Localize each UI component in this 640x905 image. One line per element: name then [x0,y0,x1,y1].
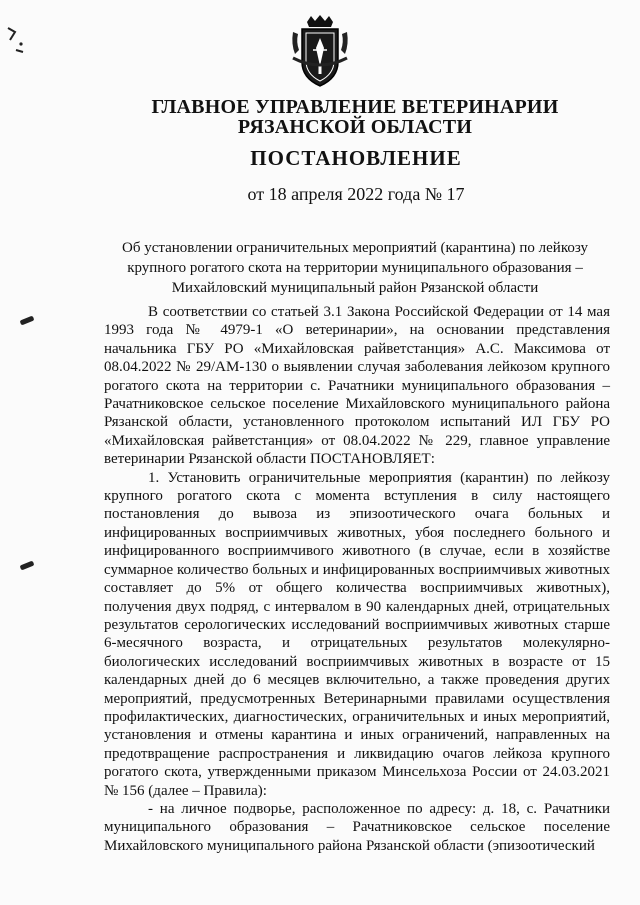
organization-name-line1: ГЛАВНОЕ УПРАВЛЕНИЕ ВЕТЕРИНАРИИ [151,96,559,118]
hole-punch-mark-2 [20,561,35,571]
item-1-dash-paragraph: - на личное подворье, расположенное по адресу: д. 18, с. Рачатники муниципального образования – Рачатниковское сельское поселение Михайловского муниципального района Рязанской области (эпизоотический [104,800,610,854]
hole-punch-mark-1 [20,316,35,326]
document-type-title: ПОСТАНОВЛЕНИЕ [250,146,462,170]
preamble-paragraph: В соответствии со статьей 3.1 Закона Российской Федерации от 14 мая 1993 года № 4979-1 «О ветеринарии», на основании представления начальника ГБУ РО «Михайловская райветстанция» А.С. Максимова от 08.04.2022 № 29/АМ-130 о выявлении случая заболевания лейкозом крупного рогатого скота на территории с. Рачатники муниципального образования – Рачатниковское сельское поселение Михайловского муниципального района Рязанской области, установленного протоколом испытаний ИЛ ГБУ РО «Михайловская райветстанция» от 08.04.2022 № 229, главное управление ветеринарии Рязанской области ПОСТАНОВЛЯЕТ: [104,304,610,468]
coat-of-arms-icon [287,14,353,90]
document-body [104,303,610,855]
document-subject: Об установлении ограничительных мероприятий (карантина) по лейкозу крупного рогатого скота на территории муниципального образования – Михайловский муниципальный район Рязанской области [122,240,588,296]
scan-mark-icon [6,22,26,58]
document-date-number: от 18 апреля 2022 года № 17 [247,184,465,204]
organization-name-line2: РЯЗАНСКОЙ ОБЛАСТИ [237,116,473,138]
item-1-paragraph: 1. Установить ограничительные мероприятия (карантин) по лейкозу крупного рогатого скота с момента вступления в силу настоящего постановления до вывоза из эпизоотического очага больных и инфицированных восприимчивых животных, убоя последнего больного и инфицированного восприимчивого животного (в случае, если в хозяйстве суммарное количество больных и инфицированных восприимчивых животных составляет до 5% от общего количества восприимчивых животных), получения двух подряд, с интервалом в 90 календарных дней, отрицательных результатов серологических исследований восприимчивых животных старше 6-месячного возраста, и отрицательных результатов молекулярно-биологических исследований восприимчивых животных в возрасте от 15 календарных дней до 6 месяцев включительно, а также проведения других мероприятий, предусмотренных Ветеринарными правилами осуществления профилактических, диагностических, ограничительных и иных мероприятий, установления и отмены карантина и иных ограничений, направленных на предотвращение распространения и ликвидацию очагов лейкоза крупного рогатого скота, утвержденными приказом Минсельхоза России от 24.03.2021 № 156 (далее – Правила): [104,469,610,799]
